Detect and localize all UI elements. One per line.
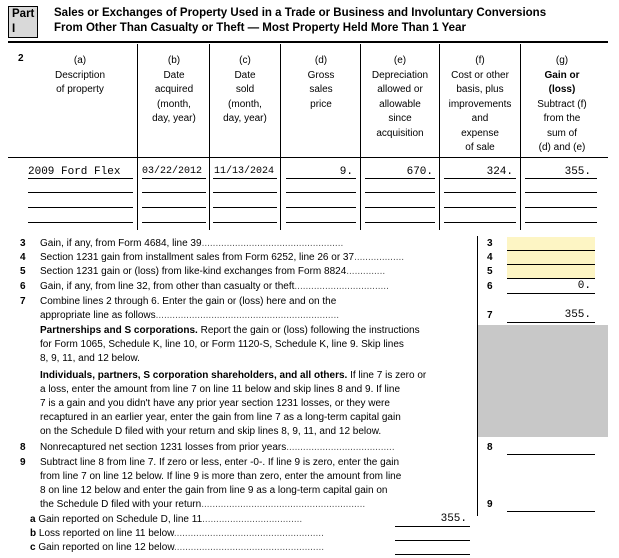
line-9-text: Subtract line 8 from line 7. If zero or less, enter -0-. If line 9 is zero, enter the gain: [40, 457, 400, 468]
col-d-header: (d) Gross sales price: [307, 55, 335, 110]
partnerships-instructions: Partnerships and S corporations. Report the gain or (loss) following the instructions: [40, 325, 420, 336]
line-4-number: 4: [20, 252, 26, 263]
col-divider: [360, 44, 361, 158]
line-7-number: 7: [20, 296, 26, 307]
empty-row[interactable]: [28, 207, 133, 208]
line-7-box: 7: [487, 310, 493, 321]
col-b-header: (b) Date acquired (month, day, year): [152, 55, 196, 124]
line-5-number: 5: [20, 266, 26, 277]
col-divider: [520, 44, 521, 158]
line-8-text: Nonrecaptured net section 1231 losses from prior years.......................................: [40, 442, 395, 453]
row-cost-basis[interactable]: 324.: [486, 166, 513, 178]
col-divider: [209, 44, 210, 158]
col-e-header: (e) Depreciation allowed or allowable since acquisition: [371, 55, 429, 139]
col-f-header: (f) Cost or other basis, plus improvements and expense of sale: [448, 55, 512, 153]
col-g-header: (g) Gain or (loss) Subtract (f) from the sum of (d) and (e): [537, 55, 587, 153]
line-5-box: 5: [487, 266, 493, 277]
row-gain-loss[interactable]: 355.: [564, 166, 591, 178]
line-3-box: 3: [487, 238, 493, 249]
yellow-fields: [507, 237, 595, 279]
row-gross-sales[interactable]: 9.: [339, 166, 353, 178]
col-a-header: (a) Description of property: [54, 55, 106, 95]
line-9a-amount[interactable]: 355.: [440, 513, 467, 525]
line-9-number: 9: [20, 457, 26, 468]
line-4-box: 4: [487, 252, 493, 263]
line-9a: a Gain reported on Schedule D, line 11....................................: [30, 514, 303, 525]
part-subtitle: From Other Than Casualty or Theft — Most Property Held More Than 1 Year: [54, 22, 466, 34]
row-date-acquired[interactable]: 03/22/2012: [142, 166, 203, 177]
line-6-box: 6: [487, 281, 493, 292]
row-description[interactable]: 2009 Ford Flex: [28, 166, 121, 178]
line-4-text: Section 1231 gain from installment sales from Form 6252, line 26 or 37..................: [40, 252, 405, 263]
col-divider: [137, 44, 138, 158]
row-depreciation[interactable]: 670.: [406, 166, 433, 178]
empty-row[interactable]: [28, 192, 133, 193]
line-6-amount[interactable]: 0.: [577, 280, 591, 292]
col-divider: [439, 44, 440, 158]
line-9c: c Gain reported on line 12 below......................................................: [30, 542, 325, 553]
table-header-rule: [8, 157, 608, 158]
empty-row[interactable]: [28, 222, 133, 223]
header-rule: [8, 41, 608, 43]
col-c-header: (c) Date sold (month, day, year): [223, 55, 267, 124]
line-3-number: 3: [20, 238, 26, 249]
line-6-number: 6: [20, 281, 26, 292]
part-title: Sales or Exchanges of Property Used in a Trade or Business and Involuntary Conversions: [54, 7, 547, 19]
line-9b: b Loss reported on line 11 below......................................................: [30, 528, 324, 539]
individuals-instructions: Individuals, partners, S corporation shareholders, and all others. If line 7 is zero or: [40, 370, 427, 381]
line-8-number: 8: [20, 442, 26, 453]
line-2-number: 2: [18, 53, 24, 64]
col-divider: [280, 44, 281, 158]
line-7-text: Combine lines 2 through 6. Enter the gain or (loss) here and on the: [40, 296, 337, 307]
line-5-text: Section 1231 gain or (loss) from like-kind exchanges from Form 8824..............: [40, 266, 386, 277]
line-7-text-2: appropriate line as follows..................................................................: [40, 310, 339, 321]
line-7-amount[interactable]: 355.: [564, 309, 591, 321]
line-6-text: Gain, if any, from line 32, from other than casualty or theft..................................: [40, 281, 389, 292]
shaded-area: [478, 325, 608, 437]
line-3-text: Gain, if any, from Form 4684, line 39...................................................: [40, 238, 344, 249]
line-9-box: 9: [487, 499, 493, 510]
part-label: Part I: [8, 6, 38, 38]
row-date-sold[interactable]: 11/13/2024: [214, 166, 275, 177]
line-8-box: 8: [487, 442, 493, 453]
